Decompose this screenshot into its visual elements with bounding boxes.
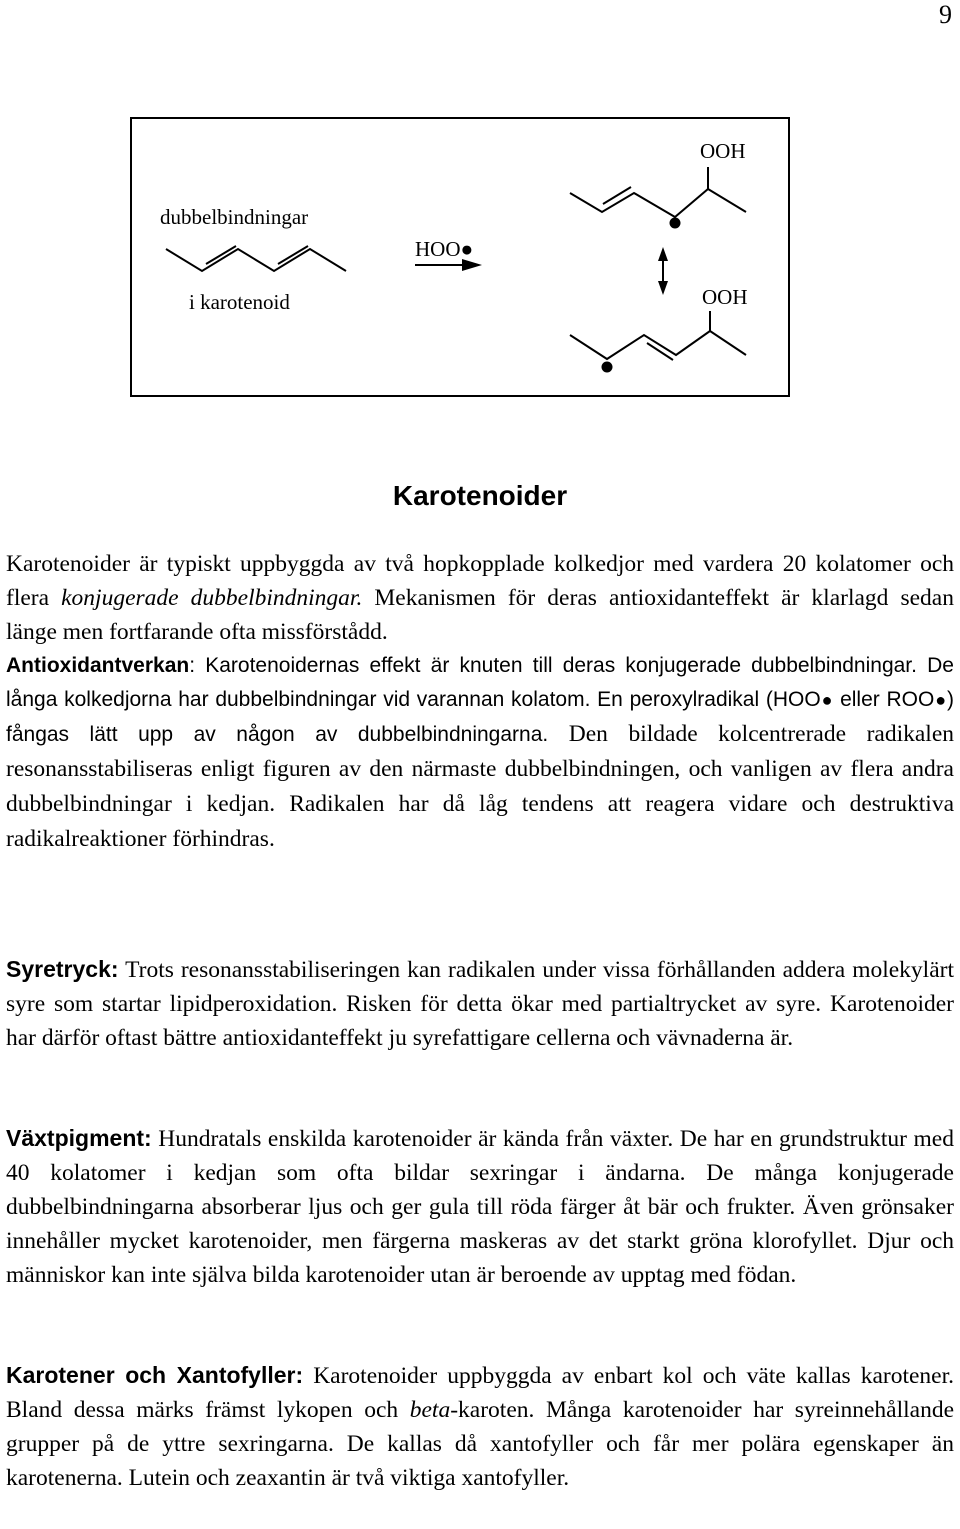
pressure-paragraph [6, 952, 954, 1055]
carotenoid-chain [166, 249, 346, 271]
intro-text-2: Mekanismen för deras antioxidanteffekt är klarlagd sedan länge men fortfarande ofta missförstådd. [6, 585, 954, 645]
radical-dot-bottom [602, 362, 613, 373]
antioxidant-text-3: ) fångas lätt upp av någon av dubbelbindningarna. [6, 688, 955, 746]
figure-label-reagent: HOO● [415, 237, 474, 261]
product-bottom-chain [570, 331, 746, 359]
pressure-text: Trots resonansstabiliseringen kan radikalen under vissa förhållanden addera molekylärt syre som startar lipidperoxidation. Risken för detta ökar med partialtrycket av syre. Karotenoider har därför oftast bättre antioxidanteffekt ju syrefattigare cellerna och vävnaderna är. [6, 957, 954, 1051]
radical-dot-symbol: ● [934, 690, 948, 710]
double-bond-line [278, 246, 308, 264]
antioxidant-text-2: eller ROO [833, 688, 935, 711]
intro-paragraph [6, 547, 954, 649]
pressure-heading: Syretryck: [6, 956, 119, 982]
resonance-arrow-head-down [658, 281, 668, 295]
figure-label-double-bonds: dubbelbindningar [160, 205, 309, 229]
antioxidant-heading: Antioxidantverkan [6, 654, 190, 677]
carotenes-heading: Karotener och Xantofyller: [6, 1362, 304, 1388]
figure-label-ooh-bottom: OOH [702, 285, 748, 309]
section-title: Karotenoider [392, 480, 568, 511]
figure-label-ooh-top: OOH [700, 139, 746, 163]
page-number: 9 [939, 0, 952, 29]
figure-label-in-carotenoid: i karotenoid [189, 290, 290, 314]
carotenes-paragraph [6, 1358, 954, 1495]
resonance-arrow-head-up [658, 247, 668, 261]
plant-paragraph [6, 1121, 954, 1292]
double-bond-line [206, 246, 236, 264]
antioxidant-text-4: Den bildade kolcentrerade radikalen resonansstabiliseras enligt figuren av den närmaste dubbelbindningen, och vanligen av flera andra dubbelbindningar i kedjan. Radikalen har då låg tendens att reagera vidare och destruktiva radikalreaktioner förhindras. [6, 721, 955, 852]
double-bond-line [603, 187, 631, 204]
antioxidant-paragraph [6, 649, 954, 857]
reaction-figure [130, 117, 790, 397]
carotenes-text-2: -karoten. Många karotenoider har syreinnehållande grupper på de yttre sexringarna. De kallas då xantofyller och får mer polära egenskaper än karotenerna. Lutein och zeaxantin är två viktiga xantofyller. [6, 1397, 955, 1491]
carotenes-italic-beta: beta [409, 1397, 451, 1423]
plant-heading: Växtpigment: [6, 1125, 152, 1151]
antioxidant-text-1: : Karotenoidernas effekt är knuten till deras konjugerade dubbelbindningar. De långa kolkedjorna har dubbelbindningar vid varannan kolatom. En peroxylradikal (HOO [6, 654, 954, 711]
radical-dot-symbol: ● [820, 690, 834, 710]
plant-text: Hundratals enskilda karotenoider är kända från växter. De har en grundstruktur med 40 kolatomer i kedjan som ofta bildar sexringar i ändarna. De många konjugerade dubbelbindningarna absorberar ljus och ger gula till röda färger åt bär och frukter. Även grönsaker innehåller mycket karotenoider, men färgerna maskeras av det starkt gröna klorofyllet. Djur och människor kan inte själva bilda karotenoider utan är beroende av upptag med födan. [6, 1126, 954, 1288]
product-top-chain [570, 189, 746, 217]
carotenes-text-1: Karotenoider uppbyggda av enbart kol och väte kallas karotener. Bland dessa märks främst lykopen och [6, 1363, 955, 1423]
intro-text-1: Karotenoider är typiskt uppbyggda av två hopkopplade kolkedjor med vardera 20 kolatomer och flera [6, 551, 954, 611]
intro-italic: konjugerade dubbelbindningar. [61, 585, 363, 611]
radical-dot-top [670, 218, 681, 229]
